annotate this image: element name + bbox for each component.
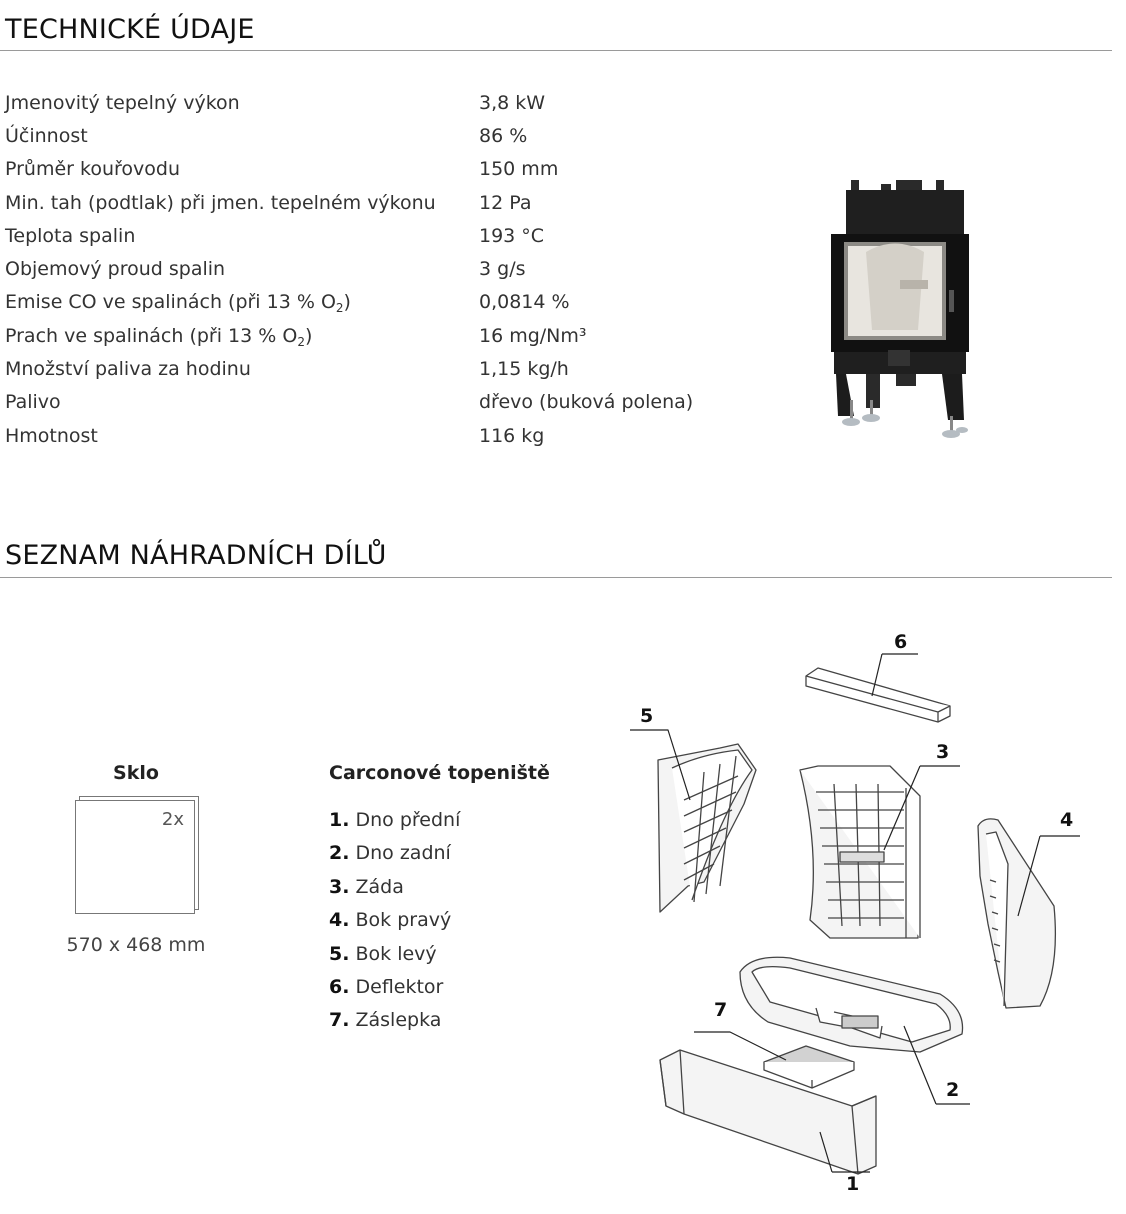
glass-title: Sklo [113, 762, 159, 784]
spec-label-end: ) [304, 324, 313, 347]
spec-label [5, 286, 479, 319]
spec-row [5, 153, 693, 186]
parts-list [329, 804, 460, 1038]
list-item [329, 804, 460, 837]
glass-size: 570 x 468 mm [66, 934, 206, 956]
diagram-label-2: 2 [946, 1079, 960, 1101]
spec-label: Množství paliva za hodinu [5, 358, 251, 381]
part-number: 6. [329, 975, 350, 998]
part-3-back [800, 766, 920, 938]
part-2-back-floor [740, 957, 963, 1052]
spec-value: 3,8 kW [479, 91, 546, 114]
part-4-right-side [978, 819, 1055, 1008]
diagram-label-6: 6 [894, 631, 908, 653]
spec-row [5, 119, 693, 152]
stove-image [826, 180, 976, 442]
spec-label: Účinnost [5, 124, 88, 147]
part-number: 3. [329, 875, 350, 898]
spec-value: 150 mm [479, 158, 559, 181]
spec-label: Jmenovitý tepelný výkon [5, 91, 240, 114]
spec-row [5, 286, 693, 319]
list-item [329, 904, 460, 937]
spec-value: 193 °C [479, 224, 545, 247]
part-name: Záda [355, 875, 404, 898]
spec-row [5, 86, 693, 119]
subscript: 2 [335, 301, 344, 316]
spec-value: 3 g/s [479, 258, 526, 281]
spec-row [5, 219, 693, 252]
parts-diagram [620, 620, 1100, 1205]
spec-row [5, 419, 693, 452]
spec-row [5, 352, 693, 385]
spec-row [5, 319, 693, 352]
part-name: Deflektor [355, 975, 444, 998]
spec-row [5, 386, 693, 419]
spec-value: 86 % [479, 124, 528, 147]
part-number: 5. [329, 942, 350, 965]
subscript: 2 [297, 334, 305, 349]
part-name: Dno přední [355, 809, 461, 831]
spec-label-end: ) [343, 291, 351, 314]
list-item [329, 871, 460, 904]
spec-label: Objemový proud spalin [5, 258, 226, 281]
part-number: 2. [329, 842, 350, 865]
diagram-label-3: 3 [936, 741, 950, 763]
spec-value: 0,0814 % [479, 291, 570, 314]
part-name: Záslepka [355, 1009, 442, 1032]
glass-pane-front [75, 800, 195, 914]
part-number: 4. [329, 909, 350, 932]
list-item [329, 837, 460, 870]
spec-value: 116 kg [479, 424, 545, 447]
spare-parts-title: SEZNAM NÁHRADNÍCH DÍLŮ [5, 540, 387, 571]
spec-value: dřevo (buková polena) [479, 391, 694, 414]
spec-label-text: Prach ve spalinách (při 13 % O [5, 324, 298, 347]
glass-pane-icon [75, 800, 197, 916]
part-number: 7. [329, 1009, 350, 1032]
spare-parts-divider [0, 577, 1112, 578]
technical-title: TECHNICKÉ ÚDAJE [5, 14, 255, 45]
diagram-label-4: 4 [1060, 809, 1074, 831]
part-name: Dno zadní [355, 842, 451, 865]
spec-value: 16 mg/Nm³ [479, 324, 587, 347]
firebox-title: Carconové topeniště [329, 762, 550, 784]
spec-value: 1,15 kg/h [479, 358, 569, 381]
part-5-left-side [658, 744, 756, 912]
diagram-label-7: 7 [714, 999, 728, 1021]
diagram-label-1: 1 [846, 1173, 860, 1195]
spec-value: 12 Pa [479, 191, 532, 214]
glass-quantity: 2x [161, 809, 184, 830]
spec-row [5, 186, 693, 219]
spec-table [5, 86, 693, 452]
spec-label: Průměr kouřovodu [5, 158, 181, 181]
technical-divider [0, 50, 1112, 51]
spec-label: Teplota spalin [5, 224, 136, 247]
glass-block [50, 762, 222, 956]
list-item [329, 971, 460, 1004]
spec-label: Hmotnost [5, 424, 98, 447]
spec-label: Min. tah (podtlak) při jmen. tepelném výkonu [5, 191, 436, 214]
spec-label: Palivo [5, 391, 61, 414]
diagram-label-5: 5 [640, 705, 654, 727]
spec-label [5, 319, 479, 352]
list-item [329, 938, 460, 971]
list-item [329, 1004, 460, 1037]
spec-row [5, 252, 693, 285]
spec-label-text: Emise CO ve spalinách (při 13 % O [5, 291, 336, 314]
part-number: 1. [329, 809, 350, 831]
part-name: Bok pravý [355, 909, 452, 932]
part-6-deflector [806, 668, 950, 722]
part-name: Bok levý [355, 942, 437, 965]
